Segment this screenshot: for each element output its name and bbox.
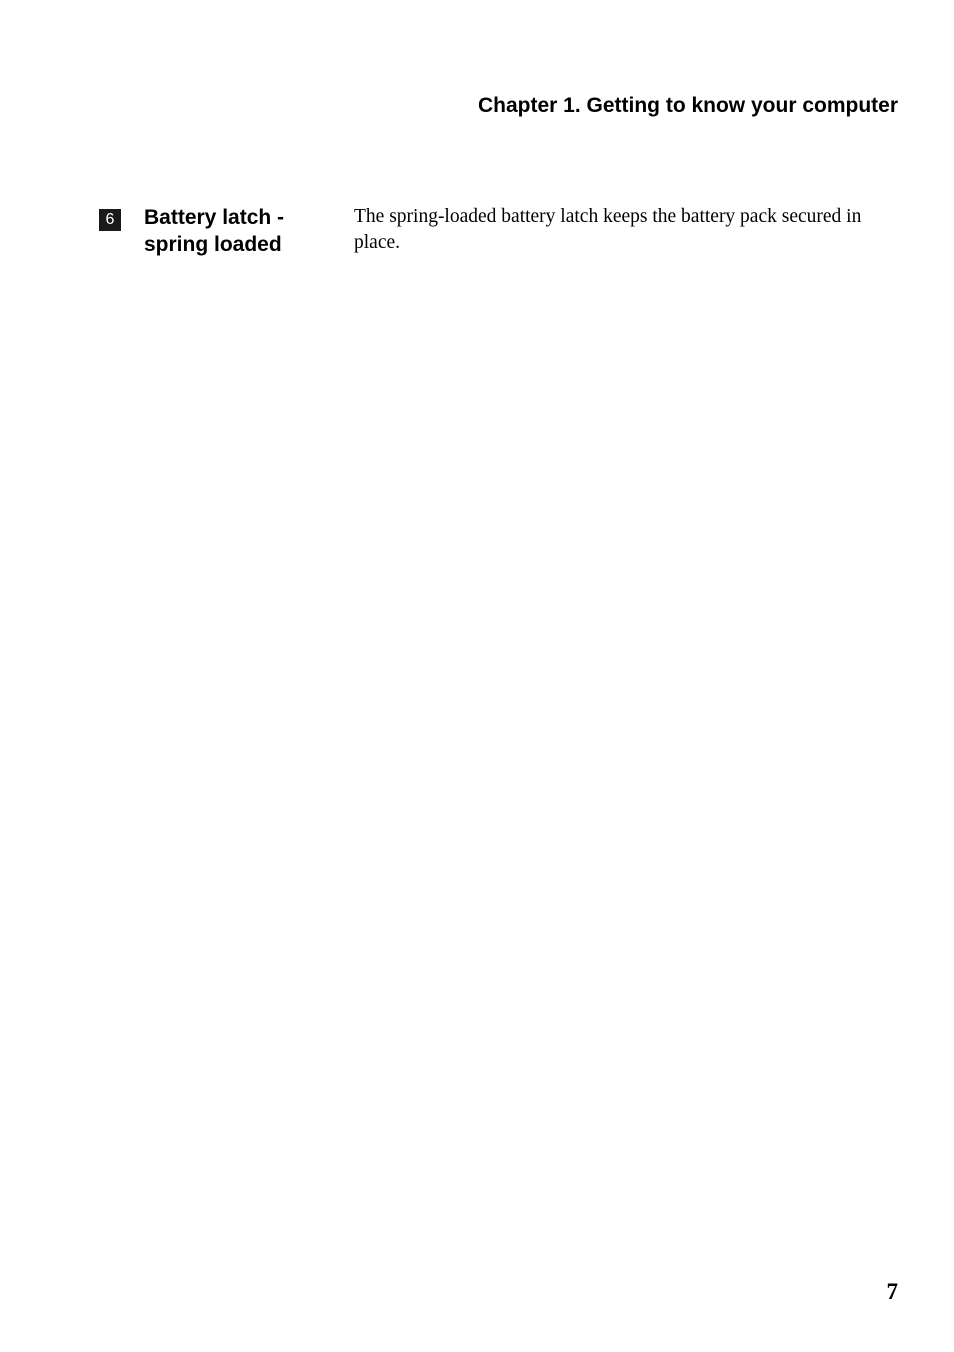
callout-number-badge: 6 <box>99 209 121 231</box>
component-description: The spring-loaded battery latch keeps the battery pack secured in place. <box>354 206 862 253</box>
component-term: Battery latch - spring loaded <box>144 206 285 256</box>
page-number: 7 <box>886 1279 898 1304</box>
chapter-header: Chapter 1. Getting to know your computer <box>477 94 898 117</box>
